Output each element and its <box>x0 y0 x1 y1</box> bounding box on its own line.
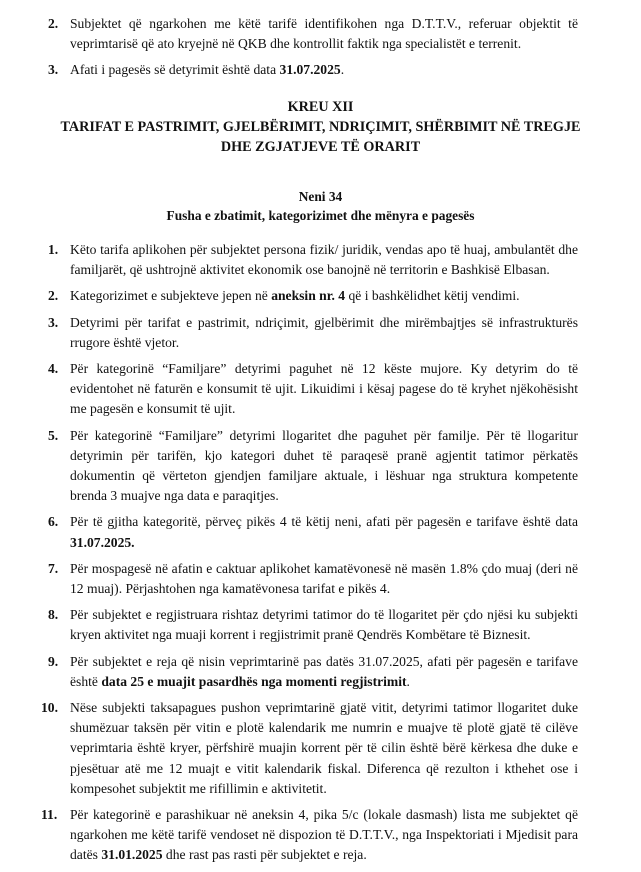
previous-article-list <box>48 14 578 87</box>
item-bold-text: 31.07.2025. <box>70 534 135 550</box>
list-item <box>48 14 578 54</box>
item-text: Për subjektet e regjistruara rishtaz detyrimi tatimor do të llogaritet për çdo njësi ku subjekti kryen aktivitet nga muaji korrent i regjistrimit pranë Qendrës Kombëtare të Biznesit. <box>70 607 578 643</box>
item-number: 8. <box>48 607 59 623</box>
list-item <box>48 605 578 645</box>
article-number: Neni 34 <box>298 189 343 204</box>
list-item <box>48 313 578 353</box>
item-bold-text: aneksin nr. 4 <box>271 288 346 304</box>
item-number: 11. <box>41 807 58 823</box>
item-bold-text: data 25 e muajit pasardhës nga momenti regjistrimit <box>101 673 407 689</box>
item-number: 9. <box>48 653 59 669</box>
item-text: Për kategorinë “Familjare” detyrimi paguhet në 12 këste mujore. Ky detyrim do të evidentohet në faturën e konsumit të ujit. Likuidimi i kësaj pagese do të kryhet njëkohësisht me pagesën e konsumit të ujit. <box>70 361 578 417</box>
list-item <box>48 359 578 420</box>
list-item <box>48 240 578 280</box>
item-number: 2. <box>48 288 59 304</box>
item-text: Për mospagesë në afatin e caktuar aplikohet kamatëvonesë në masën 1.8% çdo muaj (deri në 12 muaj). Përjashtohen nga kamatëvonesa tarifat e pikës 4. <box>70 560 578 597</box>
list-item: 6. Për të gjitha kategoritë, përveç pikës 4 të këtij neni, afati për pagesën e tarifave është data 31.07.2025. <box>48 514 578 550</box>
item-number: 7. <box>48 560 59 576</box>
item-number: 1. <box>48 242 59 257</box>
chapter-title: KREU XII <box>287 99 354 115</box>
list-item: 3. Afati i pagesës së detyrimit është data 31.07.2025. <box>48 60 578 80</box>
chapter-subtitle-line2: DHE ZGJATJEVE TË ORARIT <box>220 139 421 155</box>
item-number: 10. <box>41 700 58 716</box>
item-text: Subjektet që ngarkohen me këtë tarifë identifikohen nga D.T.T.V., referuar objektit të veprimtarisë që ato kryejnë në QKB dhe kontrollit faktik nga specialistët e terrenit. <box>70 16 578 52</box>
item-number: 2. <box>48 16 59 31</box>
item-text: Nëse subjekti taksapagues pushon veprimtarinë gjatë vitit, detyrimi tatimor llogaritet duke shumëzuar taksën për vitin e plotë kalendarik me numrin e muajve të plotë gjatë të cilëve veprimtaria është kryer, përfshirë muajin korrent për të cilin është bërë kërkesa dhe duke e pjesëtuar atë me 12 muajt e vitit kalendarik fiskal. Diferenca që rezulton i kthehet ose i kompesohet subjektit me rifillimin e aktivitetit. <box>70 700 578 796</box>
list-item: 2. Kategorizimet e subjekteve jepen në aneksin nr. 4 që i bashkëlidhet këtij vendimi. <box>48 286 578 306</box>
list-item <box>48 559 578 599</box>
item-text: Detyrimi për tarifat e pastrimit, ndriçimit, gjelbërimit dhe mirëmbajtjes së infrastrukturës rrugore është vjetor. <box>70 314 578 350</box>
item-text: Këto tarifa aplikohen për subjektet persona fizik/ juridik, vendas apo të huaj, ambulantët dhe familjarët, që ushtrojnë aktivitet ekonomik ose banojnë në territorin e Bashkisë Elbasan. <box>70 242 578 278</box>
article-title: Fusha e zbatimit, kategorizimet dhe mënyra e pagesës <box>166 208 475 223</box>
chapter-subtitle-line1: TARIFAT E PASTRIMIT, GJELBËRIMIT, NDRIÇIMIT, SHËRBIMIT NË TREGJE <box>60 119 581 135</box>
list-item: 11. Për kategorinë e parashikuar në aneksin 4, pika 5/c (lokale dasmash) lista me subjektet që ngarkohen me këtë tarifë vendoset në dispozion të D.T.T.V., nga Inspektoriati i Mjedisit para datës 31.01.2025 dhe rast pas rasti për subjektet e reja. <box>41 807 578 863</box>
item-number: 4. <box>48 361 59 377</box>
list-item: 9. Për subjektet e reja që nisin veprimtarinë pas datës 31.07.2025, afati për pagesën e tarifave është data 25 e muajit pasardhës nga momenti regjistrimit. <box>48 653 578 689</box>
list-item <box>41 698 578 799</box>
item-number: 3. <box>48 314 59 330</box>
item-text: Afati i pagesës së detyrimit është data <box>70 62 280 78</box>
item-number: 5. <box>48 427 59 443</box>
article-list <box>41 240 578 872</box>
item-number: 6. <box>48 514 59 530</box>
item-bold-text: 31.07.2025 <box>279 62 341 78</box>
item-bold-text: 31.01.2025 <box>101 847 163 863</box>
item-number: 3. <box>48 62 59 78</box>
list-item <box>48 426 578 507</box>
item-text: Për kategorinë “Familjare” detyrimi llogaritet dhe paguhet për familje. Për të llogaritur detyrimin për tarifën, kjo kategori duhet të paraqesë pranë agjentit tatimor përkatës dokumentin që vërteton gjendjen familjare aktuale, i lëshuar nga struktura kompetente brenda 3 muajve nga data e paraqitjes. <box>70 427 578 504</box>
